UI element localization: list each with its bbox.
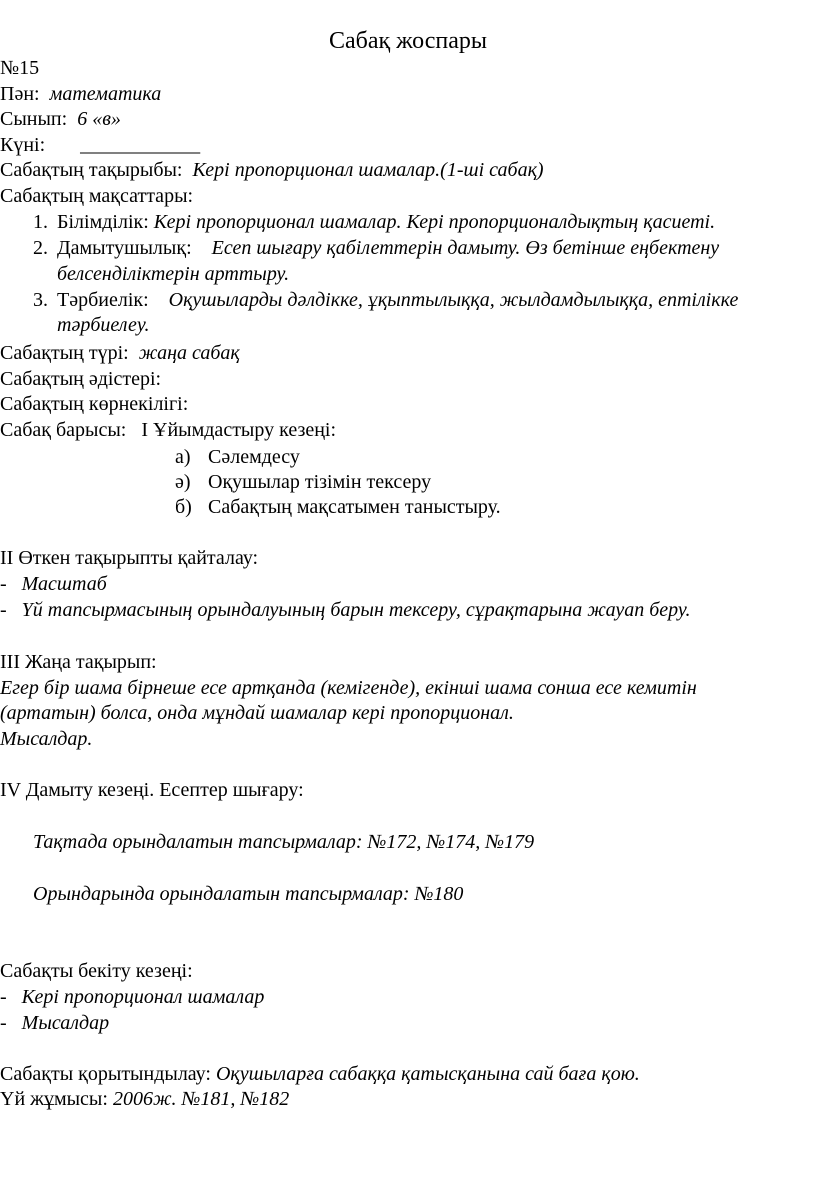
lesson-number: №15: [0, 57, 40, 79]
new-topic-text: (артатын) болса, онда мұндай шамалар кері пропорционал.: [0, 702, 514, 724]
grade-line: [0, 107, 121, 131]
goal-text: Оқушыларды дәлдікке, ұқыптылыққа, жылдамдылыққа, ептілікке: [168, 289, 739, 311]
dash-marker: -: [0, 573, 7, 595]
day-line: [0, 133, 200, 157]
review-item: [0, 572, 107, 596]
goal-item: [33, 210, 716, 234]
goal-item: [33, 288, 739, 312]
stage-item-text: Оқушылар тізімін тексеру: [208, 471, 432, 493]
topic-label: Сабақтың тақырыбы:: [0, 159, 183, 181]
topic-line: [0, 158, 544, 182]
subject-line: [0, 82, 161, 106]
goals-label: Сабақтың мақсаттары:: [0, 185, 194, 207]
stage-item: [175, 470, 431, 494]
new-topic-heading: III Жаңа тақырып:: [0, 651, 157, 673]
seat-tasks: Орындарында орындалатын тапсырмалар: №180: [33, 883, 464, 905]
development-heading: IV Дамыту кезеңі. Есептер шығару:: [0, 779, 304, 801]
new-topic-examples: Мысалдар.: [0, 728, 93, 750]
summary-value: Оқушыларға сабаққа қатысқанына сай баға қою.: [215, 1063, 640, 1085]
consolidation-item-text: Мысалдар: [21, 1012, 110, 1034]
stage-item-mark: а): [175, 446, 191, 468]
stage-one-heading: I Ұйымдастыру кезеңі:: [141, 419, 337, 441]
review-heading: II Өткен тақырыпты қайталау:: [0, 547, 259, 569]
consolidation-item: [0, 985, 264, 1009]
lesson-type-line: [0, 341, 240, 365]
goal-text-continued: тәрбиелеу.: [57, 314, 150, 336]
homework-line: [0, 1087, 289, 1111]
day-value: ____________: [80, 134, 201, 156]
grade-label: Сынып:: [0, 108, 68, 130]
review-item: [0, 598, 691, 622]
visuals-label: Сабақтың көрнекілігі:: [0, 393, 189, 415]
goal-label: Дамытушылық:: [57, 237, 192, 259]
stage-item: [175, 445, 300, 469]
dash-marker: -: [0, 599, 7, 621]
page-title: Сабақ жоспары: [328, 28, 488, 54]
review-item-text: Үй тапсырмасының орындалуының барын тексеру, сұрақтарына жауап беру.: [21, 599, 691, 621]
goal-number: 2.: [33, 237, 48, 259]
homework-label: Үй жұмысы:: [0, 1088, 108, 1110]
consolidation-item: [0, 1011, 109, 1035]
lesson-type-value: жаңа сабақ: [138, 342, 240, 364]
subject-label: Пән:: [0, 83, 40, 105]
topic-value: Кері пропорционал шамалар.(1-ші сабақ): [192, 159, 544, 181]
goal-text: Есеп шығару қабілеттерін дамыту. Өз бетінше еңбектену: [211, 237, 720, 259]
goal-label: Білімділік:: [57, 211, 149, 233]
summary-line: [0, 1062, 640, 1086]
subject-value: математика: [49, 83, 162, 105]
stage-item-mark: б): [175, 496, 192, 518]
goal-number: 3.: [33, 289, 48, 311]
new-topic-text: Егер бір шама бірнеше есе артқанда (кемігенде), екінші шама сонша есе кемитін: [0, 677, 697, 699]
goal-text-continued: белсенділіктерін арттыру.: [57, 263, 290, 285]
goal-label: Тәрбиелік:: [57, 289, 149, 311]
stage-item-text: Сабақтың мақсатымен таныстыру.: [208, 496, 501, 518]
lesson-type-label: Сабақтың түрі:: [0, 342, 129, 364]
methods-label: Сабақтың әдістері:: [0, 368, 162, 390]
stage-item-text: Сәлемдесу: [208, 446, 300, 468]
stage-item-mark: ә): [175, 471, 191, 493]
summary-label: Сабақты қорытындылау:: [0, 1063, 211, 1085]
goal-text: Кері пропорционал шамалар. Кері пропорционалдықтың қасиеті.: [153, 211, 716, 233]
homework-value: 2006ж. №181, №182: [112, 1088, 290, 1110]
board-tasks: Тақтада орындалатын тапсырмалар: №172, №174, №179: [33, 831, 535, 853]
progress-label: Сабақ барысы:: [0, 419, 127, 441]
dash-marker: -: [0, 986, 7, 1008]
dash-marker: -: [0, 1012, 7, 1034]
consolidation-heading: Сабақты бекіту кезеңі:: [0, 960, 193, 982]
goal-number: 1.: [33, 211, 48, 233]
day-label: Күні:: [0, 134, 46, 156]
grade-value: 6 «в»: [77, 108, 121, 130]
stage-item: [175, 495, 501, 519]
review-item-text: Масштаб: [21, 573, 107, 595]
progress-line: [0, 418, 336, 442]
consolidation-item-text: Кері пропорционал шамалар: [21, 986, 265, 1008]
goal-item: [33, 236, 720, 260]
